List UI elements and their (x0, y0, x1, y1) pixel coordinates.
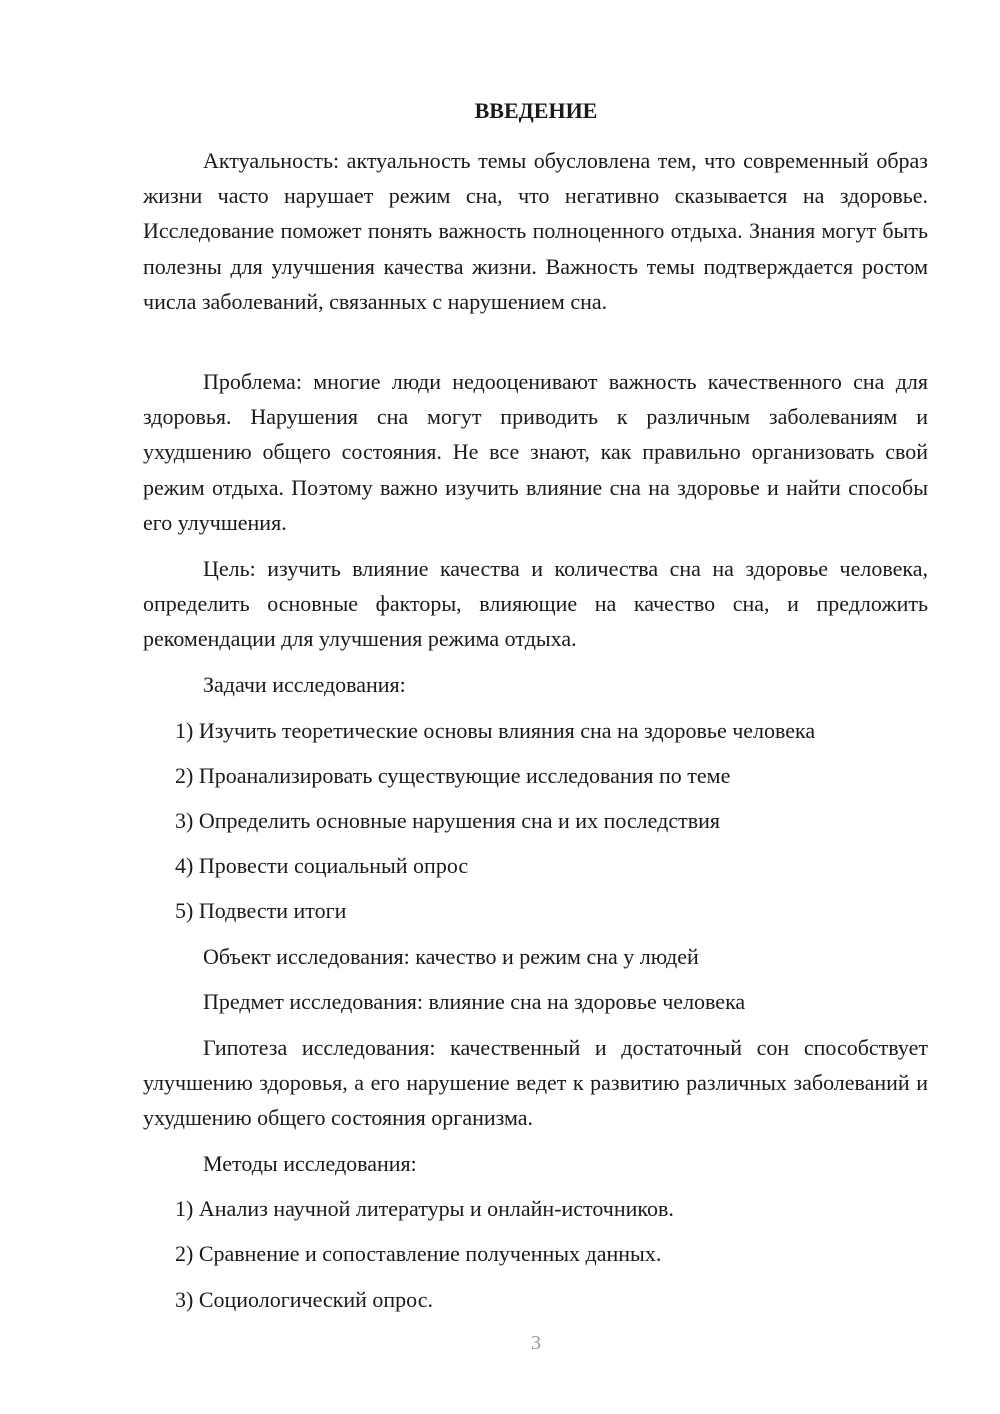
task-item: 5) Подвести итоги (175, 898, 347, 923)
task-item: 4) Провести социальный опрос (175, 853, 469, 878)
task-item: 3) Определить основные нарушения сна и их последствия (175, 808, 720, 833)
goal-paragraph: Цель: изучить влияние качества и количества сна на здоровье человека, определить основные факторы, влияющие на качество сна, и предложить рекомендации для улучшения режима отдыха. (143, 556, 928, 652)
method-item: 1) Анализ научной литературы и онлайн-источников. (175, 1196, 674, 1221)
page-number: 3 (531, 1332, 541, 1354)
research-subject: Предмет исследования: влияние сна на здоровье человека (203, 989, 746, 1014)
relevance-paragraph: Актуальность: актуальность темы обусловлена тем, что современный образ жизни часто нарушает режим сна, что негативно сказывается на здоровье. Исследование поможет понять важность полноценного отдыха. Знания могут быть полезны для улучшения качества жизни. Важность темы подтверждается ростом числа заболеваний, связанных с нарушением сна. (143, 148, 928, 314)
methods-heading: Методы исследования: (203, 1151, 417, 1176)
research-object: Объект исследования: качество и режим сна у людей (203, 944, 699, 969)
problem-paragraph: Проблема: многие люди недооценивают важность качественного сна для здоровья. Нарушения сна могут приводить к различным заболеваниям и ухудшению общего состояния. Не все знают, как правильно организовать свой режим отдыха. Поэтому важно изучить влияние сна на здоровье и найти способы его улучшения. (143, 369, 928, 535)
task-item: 2) Проанализировать существующие исследования по теме (175, 763, 731, 788)
hypothesis-paragraph: Гипотеза исследования: качественный и достаточный сон способствует улучшению здоровья, а его нарушение ведет к развитию различных заболеваний и ухудшению общего состояния организма. (143, 1035, 928, 1131)
task-item: 1) Изучить теоретические основы влияния сна на здоровье человека (175, 718, 816, 743)
method-item: 3) Социологический опрос. (175, 1287, 433, 1312)
tasks-heading: Задачи исследования: (203, 672, 406, 697)
page-title: ВВЕДЕНИЕ (474, 98, 598, 123)
method-item: 2) Сравнение и сопоставление полученных данных. (175, 1241, 662, 1266)
